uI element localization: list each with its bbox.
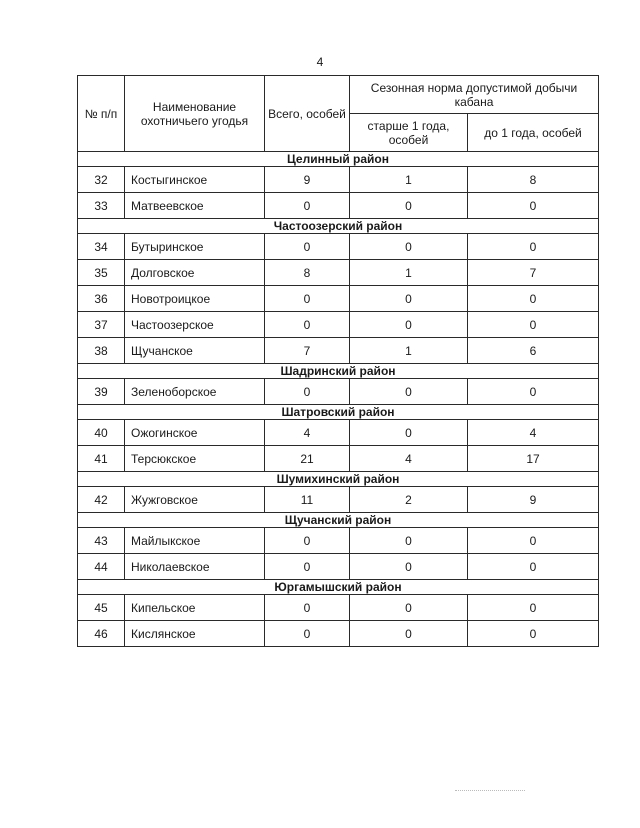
row-total: 4: [265, 420, 350, 446]
table-row: [78, 312, 599, 338]
row-total: 0: [265, 595, 350, 621]
row-over1: 1: [350, 167, 468, 193]
row-total: 8: [265, 260, 350, 286]
bottom-dotted-line: [455, 790, 525, 791]
row-under1: 0: [468, 528, 599, 554]
table-row: [78, 621, 599, 647]
table-row: [78, 260, 599, 286]
row-over1: 0: [350, 621, 468, 647]
row-number: 40: [78, 420, 125, 446]
row-total: 0: [265, 286, 350, 312]
row-ground-name: Зеленоборское: [125, 379, 265, 405]
row-ground-name: Ожогинское: [125, 420, 265, 446]
row-total: 0: [265, 193, 350, 219]
row-ground-name: Частоозерское: [125, 312, 265, 338]
row-ground-name: Кипельское: [125, 595, 265, 621]
table-body: [78, 152, 599, 647]
row-number: 33: [78, 193, 125, 219]
row-under1: 0: [468, 286, 599, 312]
section-row: [78, 580, 599, 595]
row-over1: 0: [350, 595, 468, 621]
row-number: 39: [78, 379, 125, 405]
row-number: 43: [78, 528, 125, 554]
header-num: № п/п: [78, 76, 125, 152]
section-title: Шадринский район: [78, 364, 599, 379]
table-row: [78, 167, 599, 193]
row-ground-name: Щучанское: [125, 338, 265, 364]
row-ground-name: Терсюкское: [125, 446, 265, 472]
row-under1: 6: [468, 338, 599, 364]
row-total: 0: [265, 554, 350, 580]
row-over1: 0: [350, 379, 468, 405]
row-number: 36: [78, 286, 125, 312]
row-total: 0: [265, 379, 350, 405]
row-total: 7: [265, 338, 350, 364]
table-row: [78, 193, 599, 219]
row-number: 37: [78, 312, 125, 338]
row-over1: 0: [350, 193, 468, 219]
row-over1: 0: [350, 286, 468, 312]
row-total: 11: [265, 487, 350, 513]
row-ground-name: Жужговское: [125, 487, 265, 513]
section-title: Юргамышский район: [78, 580, 599, 595]
row-number: 38: [78, 338, 125, 364]
row-total: 9: [265, 167, 350, 193]
row-over1: 0: [350, 420, 468, 446]
row-under1: 4: [468, 420, 599, 446]
section-title: Шумихинский район: [78, 472, 599, 487]
row-number: 45: [78, 595, 125, 621]
row-over1: 2: [350, 487, 468, 513]
row-total: 0: [265, 312, 350, 338]
row-total: 0: [265, 621, 350, 647]
section-title: Частоозерский район: [78, 219, 599, 234]
row-number: 34: [78, 234, 125, 260]
row-under1: 0: [468, 621, 599, 647]
row-total: 21: [265, 446, 350, 472]
row-over1: 1: [350, 260, 468, 286]
row-under1: 0: [468, 193, 599, 219]
row-over1: 0: [350, 528, 468, 554]
header-under1: до 1 года, особей: [468, 114, 599, 152]
table-row: [78, 234, 599, 260]
table-header: [78, 76, 599, 152]
section-title: Целинный район: [78, 152, 599, 167]
row-under1: 0: [468, 595, 599, 621]
table-row: [78, 554, 599, 580]
row-under1: 0: [468, 379, 599, 405]
table-row: [78, 487, 599, 513]
row-ground-name: Бутыринское: [125, 234, 265, 260]
section-row: [78, 472, 599, 487]
row-over1: 0: [350, 312, 468, 338]
header-norm: Сезонная норма допустимой добычи кабана: [350, 76, 599, 114]
row-total: 0: [265, 234, 350, 260]
section-row: [78, 513, 599, 528]
row-number: 44: [78, 554, 125, 580]
row-ground-name: Николаевское: [125, 554, 265, 580]
section-title: Шатровский район: [78, 405, 599, 420]
table-row: [78, 528, 599, 554]
table-row: [78, 338, 599, 364]
row-over1: 0: [350, 554, 468, 580]
row-ground-name: Майлыкское: [125, 528, 265, 554]
header-over1: старше 1 года, особей: [350, 114, 468, 152]
page-number: 4: [316, 55, 324, 69]
row-ground-name: Новотроицкое: [125, 286, 265, 312]
table-row: [78, 379, 599, 405]
row-under1: 7: [468, 260, 599, 286]
row-number: 42: [78, 487, 125, 513]
row-under1: 8: [468, 167, 599, 193]
row-ground-name: Матвеевское: [125, 193, 265, 219]
header-name: Наименование охотничьего угодья: [125, 76, 265, 152]
table-row: [78, 286, 599, 312]
table-row: [78, 446, 599, 472]
row-total: 0: [265, 528, 350, 554]
row-under1: 17: [468, 446, 599, 472]
header-total: Всего, особей: [265, 76, 350, 152]
row-number: 32: [78, 167, 125, 193]
row-under1: 0: [468, 234, 599, 260]
table-row: [78, 595, 599, 621]
section-row: [78, 405, 599, 420]
row-under1: 0: [468, 312, 599, 338]
hunting-grounds-table: [77, 75, 599, 647]
section-title: Щучанский район: [78, 513, 599, 528]
row-under1: 9: [468, 487, 599, 513]
row-ground-name: Долговское: [125, 260, 265, 286]
section-row: [78, 152, 599, 167]
table-row: [78, 420, 599, 446]
row-number: 46: [78, 621, 125, 647]
row-over1: 0: [350, 234, 468, 260]
row-ground-name: Кислянское: [125, 621, 265, 647]
section-row: [78, 219, 599, 234]
row-over1: 1: [350, 338, 468, 364]
row-number: 41: [78, 446, 125, 472]
row-number: 35: [78, 260, 125, 286]
row-under1: 0: [468, 554, 599, 580]
section-row: [78, 364, 599, 379]
row-ground-name: Костыгинское: [125, 167, 265, 193]
row-over1: 4: [350, 446, 468, 472]
